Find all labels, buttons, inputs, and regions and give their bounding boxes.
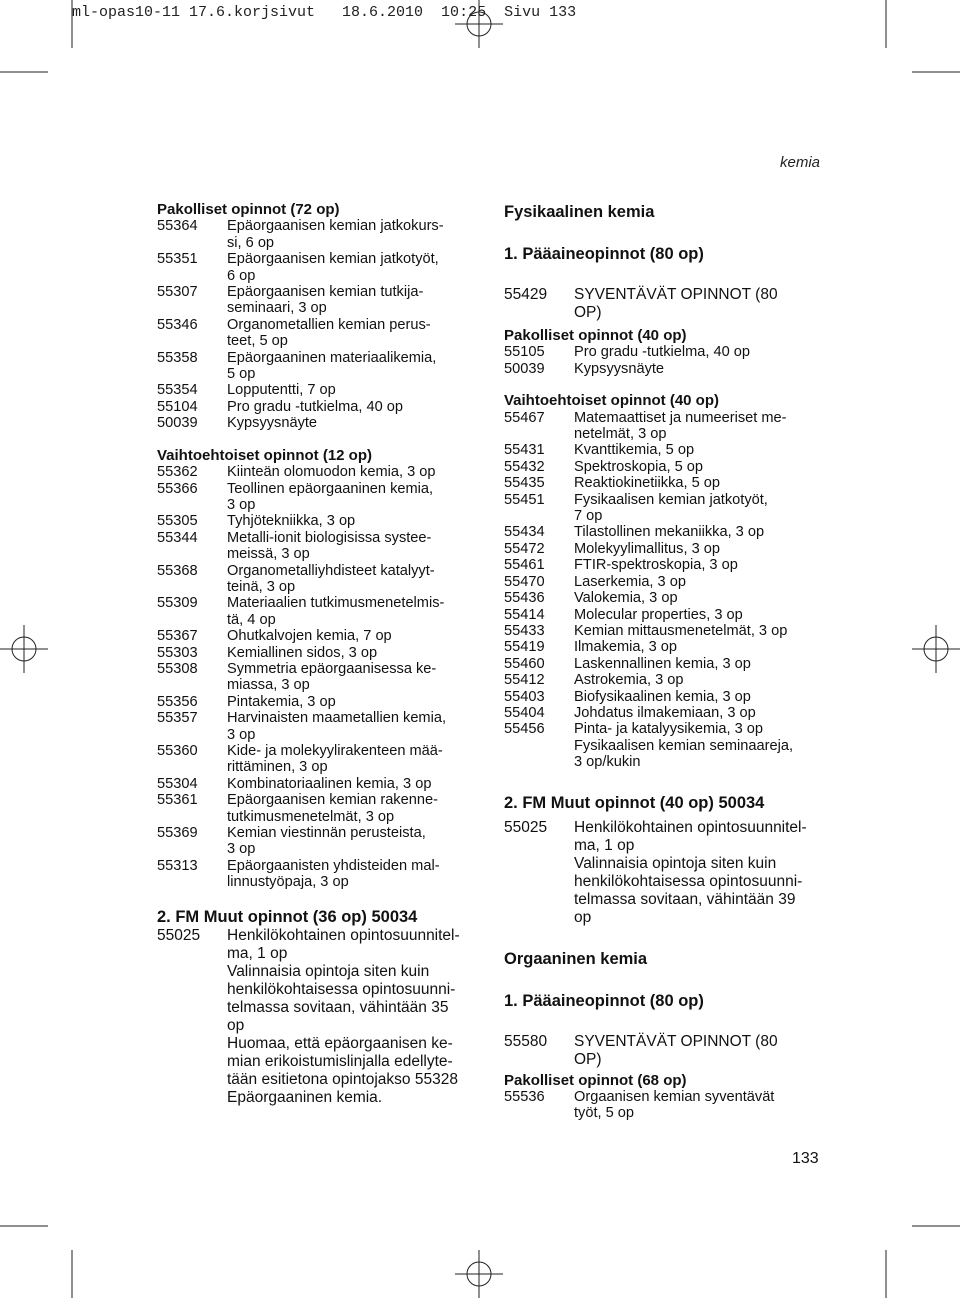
course-title-line: Kombinatoriaalinen kemia, 3 op	[227, 775, 432, 792]
course-title-line: Epäorgaaninen materiaalikemia,	[227, 349, 437, 366]
registration-mark-top	[455, 0, 503, 48]
course-entry	[504, 524, 824, 540]
course-title-line: Huomaa, että epäorgaanisen ke-	[227, 1034, 453, 1052]
course-code: 55367	[157, 628, 198, 645]
course-code: 55313	[157, 857, 198, 874]
course-entry	[157, 464, 477, 480]
course-entry	[504, 492, 824, 525]
course-code: 55431	[504, 442, 545, 459]
course-entry	[157, 218, 477, 251]
course-title	[227, 825, 477, 858]
course-title-line: FTIR-spektroskopia, 3 op	[574, 557, 738, 574]
muut-opinnot-list	[157, 927, 477, 1107]
course-title-line: Kemian mittausmenetelmät, 3 op	[574, 622, 788, 639]
course-entry	[504, 442, 824, 458]
course-code: 55366	[157, 480, 198, 497]
right-column	[504, 202, 824, 1122]
course-title	[574, 721, 824, 770]
course-code: 55414	[504, 606, 545, 623]
course-entry	[504, 819, 824, 927]
course-entry	[504, 286, 824, 322]
course-code: 55461	[504, 557, 545, 574]
course-title-line: ma, 1 op	[574, 836, 635, 854]
course-title	[574, 1089, 824, 1122]
course-code: 55451	[504, 491, 545, 508]
fys-muut-list	[504, 819, 824, 927]
course-title-line: mian erikoistumislinjalla edellyte-	[227, 1052, 453, 1070]
course-entry	[157, 563, 477, 596]
course-title-line: 5 op	[227, 366, 256, 383]
course-code: 55360	[157, 743, 198, 759]
course-title-line: meissä, 3 op	[227, 546, 310, 563]
course-entry	[504, 1033, 824, 1069]
course-title-line: Pro gradu -tutkielma, 40 op	[227, 398, 404, 415]
course-title-line: Pro gradu -tutkielma, 40 op	[574, 344, 751, 361]
course-code: 55436	[504, 590, 545, 607]
course-title	[227, 251, 477, 284]
course-code: 55308	[157, 660, 198, 677]
course-entry	[504, 410, 824, 443]
course-title-line: telmassa sovitaan, vähintään 39	[574, 890, 796, 908]
course-title	[227, 563, 477, 596]
course-title-line: Epäorgaanisen kemian jatkokurs-	[227, 218, 444, 235]
course-entry	[157, 776, 477, 792]
fysikaalinen-kemia-heading: Fysikaalinen kemia	[504, 203, 655, 221]
course-entry	[504, 721, 824, 770]
course-entry	[504, 475, 824, 491]
course-code: 55025	[157, 926, 201, 944]
course-title	[574, 607, 824, 623]
vaihtoehtoiset-heading: Vaihtoehtoiset opinnot (12 op)	[157, 446, 372, 464]
course-entry	[504, 361, 824, 377]
course-title	[227, 628, 477, 644]
course-title	[227, 382, 477, 398]
course-code: 55433	[504, 622, 545, 639]
course-title-line: 3 op	[227, 726, 256, 743]
course-title-line: Henkilökohtainen opintosuunnitel-	[574, 818, 807, 836]
course-title	[574, 639, 824, 655]
course-code: 55344	[157, 529, 198, 546]
org-paaaine-heading: 1. Pääaineopinnot (80 op)	[504, 991, 704, 1010]
course-code: 55354	[157, 382, 198, 399]
course-title-line: työt, 5 op	[574, 1105, 635, 1122]
course-code: 55419	[504, 639, 545, 656]
course-title-line: seminaari, 3 op	[227, 300, 327, 317]
course-title-line: 3 op	[227, 841, 256, 858]
course-entry	[157, 743, 477, 776]
course-code: 55369	[157, 825, 198, 842]
course-code: 55346	[157, 316, 198, 333]
course-title-line: linnustyöpaja, 3 op	[227, 874, 349, 891]
fys-syventavat-entry	[504, 286, 824, 322]
course-entry	[504, 590, 824, 606]
org-pakolliset-list	[504, 1089, 824, 1122]
course-title-line: Spektroskopia, 5 op	[574, 458, 703, 475]
course-code: 55467	[504, 409, 545, 426]
course-title-line: Tyhjötekniikka, 3 op	[227, 513, 356, 530]
org-syventavat-entry	[504, 1033, 824, 1069]
pakolliset-list	[157, 218, 477, 431]
course-title-line: ma, 1 op	[227, 944, 288, 962]
course-title-line: SYVENTÄVÄT OPINNOT (80	[574, 1032, 778, 1050]
course-entry	[157, 825, 477, 858]
course-title-line: Organometalliyhdisteet katalyyt-	[227, 562, 435, 579]
course-title-line: Biofysikaalinen kemia, 3 op	[574, 688, 751, 705]
course-title-line: Henkilökohtainen opintosuunnitel-	[227, 926, 460, 944]
course-title	[227, 350, 477, 383]
course-code: 55304	[157, 775, 198, 792]
page-number: 133	[792, 1150, 819, 1167]
course-entry	[504, 557, 824, 573]
course-code: 55536	[504, 1088, 545, 1105]
course-title-line: Astrokemia, 3 op	[574, 672, 684, 689]
running-head: kemia	[779, 154, 820, 171]
fys-paaaine-heading: 1. Pääaineopinnot (80 op)	[504, 245, 704, 263]
course-title	[227, 645, 477, 661]
course-title-line: Epäorgaanisen kemian tutkija-	[227, 284, 424, 301]
course-title-line: Kide- ja molekyylirakenteen mää-	[227, 743, 443, 759]
course-code: 55104	[157, 398, 198, 415]
course-title	[227, 710, 477, 743]
course-code: 55357	[157, 710, 198, 727]
course-code: 55105	[504, 344, 545, 361]
course-code: 55412	[504, 672, 545, 689]
course-entry	[157, 317, 477, 350]
course-title	[227, 858, 477, 891]
course-title	[227, 513, 477, 529]
course-code: 50039	[504, 360, 545, 377]
course-title-line: Valinnaisia opintoja siten kuin	[574, 854, 777, 872]
course-title-line: tutkimusmenetelmät, 3 op	[227, 808, 395, 825]
course-title	[227, 927, 477, 1107]
registration-mark-right	[912, 625, 960, 673]
course-title-line: Pintakemia, 3 op	[227, 693, 336, 710]
course-code: 55429	[504, 286, 548, 303]
registration-mark-bottom	[455, 1250, 503, 1298]
course-title-line: Pinta- ja katalyysikemia, 3 op	[574, 721, 763, 738]
left-column	[157, 202, 477, 1107]
course-title-line: Epäorgaanisen kemian rakenne-	[227, 792, 438, 809]
print-slug: ml-opas10-11 17.6.korjsivut 18.6.2010 10:25 Sivu 133	[72, 4, 577, 21]
course-entry	[157, 645, 477, 661]
fys-pakolliset-heading: Pakolliset opinnot (40 op)	[504, 327, 687, 344]
course-title	[227, 218, 477, 251]
course-title-line: Ilmakemia, 3 op	[574, 639, 678, 656]
course-title-line: miassa, 3 op	[227, 677, 310, 694]
course-title-line: Valokemia, 3 op	[574, 590, 678, 607]
course-title-line: Metalli-ionit biologisissa systee-	[227, 529, 432, 546]
course-title-line: OP)	[574, 304, 602, 321]
course-code: 55460	[504, 655, 545, 672]
course-entry	[157, 399, 477, 415]
course-entry	[504, 672, 824, 688]
course-title-line: Teollinen epäorgaaninen kemia,	[227, 480, 434, 497]
course-title	[227, 776, 477, 792]
course-title-line: Epäorgaanisten yhdisteiden mal-	[227, 857, 440, 874]
fys-pakolliset-list	[504, 344, 824, 377]
course-title	[227, 743, 477, 776]
course-title-line: Molekyylimallitus, 3 op	[574, 540, 720, 557]
course-entry	[504, 541, 824, 557]
course-title-line: 7 op	[574, 508, 603, 525]
course-title-line: teet, 5 op	[227, 333, 288, 350]
course-entry	[157, 284, 477, 317]
course-title-line: henkilökohtaisessa opintosuunni-	[574, 872, 803, 890]
course-code: 55404	[504, 704, 545, 721]
course-title	[574, 286, 824, 322]
course-title-line: Epäorgaanisen kemian jatkotyöt,	[227, 251, 439, 268]
course-title	[574, 705, 824, 721]
course-entry	[504, 607, 824, 623]
course-entry	[504, 705, 824, 721]
course-title	[574, 361, 824, 377]
course-title-line: Orgaanisen kemian syventävät	[574, 1088, 775, 1105]
course-entry	[157, 251, 477, 284]
course-code: 55307	[157, 284, 198, 301]
fys-muut-heading: 2. FM Muut opinnot (40 op) 50034	[504, 793, 765, 812]
registration-mark-left	[0, 625, 48, 673]
course-title	[227, 792, 477, 825]
course-code: 55435	[504, 475, 545, 492]
course-title-line: Laserkemia, 3 op	[574, 573, 686, 590]
course-code: 55351	[157, 251, 198, 268]
course-code: 50039	[157, 415, 198, 432]
course-title-line: SYVENTÄVÄT OPINNOT (80	[574, 286, 778, 303]
course-entry	[504, 656, 824, 672]
course-title	[574, 590, 824, 606]
course-title	[574, 541, 824, 557]
course-title-line: netelmät, 3 op	[574, 426, 667, 443]
course-title-line: Laskennallinen kemia, 3 op	[574, 655, 751, 672]
course-title-line: Kemiallinen sidos, 3 op	[227, 644, 378, 661]
course-title	[574, 557, 824, 573]
course-title-line: Organometallien kemian perus-	[227, 316, 431, 333]
course-entry	[504, 344, 824, 360]
pakolliset-heading: Pakolliset opinnot (72 op)	[157, 201, 340, 218]
course-code: 55580	[504, 1032, 548, 1050]
course-code: 55456	[504, 721, 545, 738]
course-title	[227, 530, 477, 563]
course-title-line: henkilökohtaisessa opintosuunni-	[227, 980, 456, 998]
course-entry	[157, 710, 477, 743]
course-code: 55356	[157, 693, 198, 710]
course-title-line: telmassa sovitaan, vähintään 35	[227, 998, 449, 1016]
course-title	[227, 481, 477, 514]
course-title	[574, 656, 824, 672]
course-title-line: teinä, 3 op	[227, 578, 296, 595]
course-title	[227, 415, 477, 431]
course-title-line: tä, 4 op	[227, 611, 276, 628]
course-title	[574, 492, 824, 525]
course-title-line: Harvinaisten maametallien kemia,	[227, 710, 446, 727]
course-title-line: Matemaattiset ja numeeriset me-	[574, 409, 787, 426]
course-entry	[157, 382, 477, 398]
course-entry	[157, 792, 477, 825]
course-title	[227, 464, 477, 480]
course-title-line: Kypsyysnäyte	[574, 360, 665, 377]
org-pakolliset-heading: Pakolliset opinnot (68 op)	[504, 1071, 687, 1089]
course-title-line: Kemian viestinnän perusteista,	[227, 825, 426, 842]
course-code: 55472	[504, 540, 545, 557]
course-title	[574, 672, 824, 688]
course-entry	[504, 459, 824, 475]
course-title	[227, 399, 477, 415]
course-code: 55303	[157, 644, 198, 661]
course-code: 55305	[157, 513, 198, 530]
course-entry	[157, 661, 477, 694]
course-title-line: 3 op	[227, 496, 256, 513]
course-title-line: tään esitietona opintojakso 55328	[227, 1070, 458, 1088]
course-code: 55309	[157, 595, 198, 612]
course-entry	[157, 927, 477, 1107]
course-title-line: 6 op	[227, 267, 256, 284]
vaihtoehtoiset-list	[157, 464, 477, 891]
course-code: 55025	[504, 818, 548, 836]
course-entry	[157, 694, 477, 710]
course-entry	[157, 481, 477, 514]
course-title	[574, 442, 824, 458]
course-title-line: rittäminen, 3 op	[227, 759, 328, 776]
course-title-line: op	[227, 1016, 245, 1034]
course-title-line: Fysikaalisen kemian seminaareja,	[574, 737, 793, 754]
course-entry	[157, 350, 477, 383]
course-title	[574, 689, 824, 705]
course-entry	[504, 574, 824, 590]
course-code: 55432	[504, 458, 545, 475]
course-code: 55361	[157, 792, 198, 809]
course-code: 55434	[504, 524, 545, 541]
course-title	[227, 661, 477, 694]
course-title-line: Epäorgaaninen kemia.	[227, 1088, 383, 1106]
course-title-line: Ohutkalvojen kemia, 7 op	[227, 628, 392, 645]
course-entry	[157, 628, 477, 644]
course-title	[574, 524, 824, 540]
course-title-line: Kiinteän olomuodon kemia, 3 op	[227, 464, 436, 481]
course-code: 55358	[157, 349, 198, 366]
course-title-line: Materiaalien tutkimusmenetelmis-	[227, 595, 445, 612]
course-title-line: 3 op/kukin	[574, 754, 641, 771]
course-title-line: Fysikaalisen kemian jatkotyöt,	[574, 491, 768, 508]
course-title-line: Valinnaisia opintoja siten kuin	[227, 962, 430, 980]
course-code: 55470	[504, 573, 545, 590]
course-title-line: OP)	[574, 1050, 602, 1068]
course-title	[227, 694, 477, 710]
course-title	[227, 284, 477, 317]
course-title	[574, 574, 824, 590]
course-title-line: Molecular properties, 3 op	[574, 606, 743, 623]
fys-vaihtoehtoiset-list	[504, 410, 824, 771]
course-title	[227, 595, 477, 628]
course-title-line: Johdatus ilmakemiaan, 3 op	[574, 704, 756, 721]
course-title-line: Symmetria epäorgaanisessa ke-	[227, 660, 437, 677]
course-title-line: Kvanttikemia, 5 op	[574, 442, 695, 459]
course-entry	[504, 1089, 824, 1122]
course-entry	[157, 858, 477, 891]
fys-vaihtoehtoiset-heading: Vaihtoehtoiset opinnot (40 op)	[504, 392, 719, 410]
course-entry	[504, 623, 824, 639]
orgaaninen-kemia-heading: Orgaaninen kemia	[504, 949, 648, 968]
course-title	[227, 317, 477, 350]
course-title	[574, 410, 824, 443]
course-entry	[157, 415, 477, 431]
course-title	[574, 1033, 824, 1069]
course-entry	[504, 639, 824, 655]
course-title-line: Kypsyysnäyte	[227, 415, 318, 432]
course-title	[574, 344, 824, 360]
course-title-line: Reaktiokinetiikka, 5 op	[574, 475, 721, 492]
course-title-line: Lopputentti, 7 op	[227, 382, 336, 399]
course-title-line: op	[574, 908, 592, 926]
course-title-line: Tilastollinen mekaniikka, 3 op	[574, 524, 765, 541]
course-title-line: si, 6 op	[227, 234, 275, 251]
course-title	[574, 475, 824, 491]
course-code: 55362	[157, 464, 198, 481]
course-entry	[504, 689, 824, 705]
course-code: 55368	[157, 562, 198, 579]
course-entry	[157, 513, 477, 529]
course-entry	[157, 530, 477, 563]
course-code: 55403	[504, 688, 545, 705]
muut-opinnot-heading: 2. FM Muut opinnot (36 op) 50034	[157, 907, 418, 926]
course-title	[574, 459, 824, 475]
course-code: 55364	[157, 218, 198, 235]
course-entry	[157, 595, 477, 628]
course-title	[574, 819, 824, 927]
course-title	[574, 623, 824, 639]
